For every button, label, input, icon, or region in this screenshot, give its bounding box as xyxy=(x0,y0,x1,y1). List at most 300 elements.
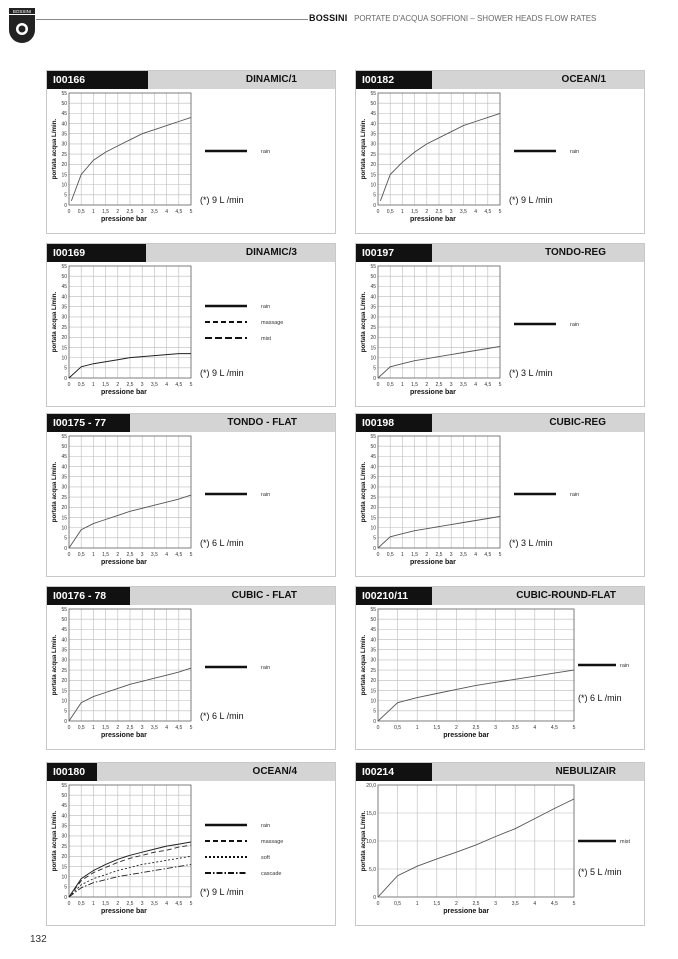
y-tick-label: 45 xyxy=(61,111,67,118)
min-flow-note: (*) 6 L /min xyxy=(200,538,244,548)
y-tick-label: 20 xyxy=(61,678,67,685)
plot-grid xyxy=(378,609,574,721)
x-tick-label: 1,5 xyxy=(433,725,441,731)
y-tick-label: 15 xyxy=(61,172,67,179)
y-tick-label: 40 xyxy=(61,294,67,301)
x-tick-label: 0,5 xyxy=(77,552,85,558)
y-tick-label: 35 xyxy=(61,474,67,481)
x-tick-label: 2 xyxy=(425,209,429,215)
y-tick-label: 55 xyxy=(61,263,67,270)
x-tick-label: 3,5 xyxy=(459,382,467,388)
x-tick-label: 3 xyxy=(449,209,453,215)
y-tick-label: 45 xyxy=(61,627,67,634)
y-tick-label: 5,0 xyxy=(369,866,376,873)
y-tick-label: 55 xyxy=(370,90,376,97)
y-tick-label: 30 xyxy=(370,141,376,148)
x-axis-label: pressione bar xyxy=(100,389,147,396)
x-tick-label: 5 xyxy=(189,901,193,907)
flow-rate-chart xyxy=(47,781,335,925)
chart-panel xyxy=(355,70,645,234)
x-tick-label: 2,5 xyxy=(435,382,443,388)
y-tick-label: 20 xyxy=(61,162,67,169)
x-tick-label: 3,5 xyxy=(511,725,519,731)
product-code: I00214 xyxy=(356,763,432,781)
x-tick-label: 2 xyxy=(425,382,429,388)
y-axis-label: portata acqua L/min. xyxy=(51,291,58,353)
x-tick-label: 0,5 xyxy=(77,725,85,731)
plot-grid xyxy=(69,609,191,721)
y-tick-label: 10,0 xyxy=(366,838,376,845)
x-tick-label: 1 xyxy=(401,382,404,388)
chart-panel xyxy=(355,243,645,407)
y-tick-label: 45 xyxy=(61,454,67,461)
y-tick-label: 40 xyxy=(370,464,376,471)
y-tick-label: 5 xyxy=(373,365,376,372)
header-brand: BOSSINI xyxy=(309,13,348,23)
y-tick-label: 30 xyxy=(370,484,376,491)
y-tick-label: 0 xyxy=(373,202,376,209)
y-tick-label: 35 xyxy=(370,304,376,311)
x-axis-label: pressione bar xyxy=(409,216,456,223)
y-tick-label: 10 xyxy=(370,525,376,532)
legend-label: mist xyxy=(261,336,272,342)
y-tick-label: 45 xyxy=(370,284,376,291)
x-tick-label: 0 xyxy=(67,209,71,215)
plot-grid xyxy=(69,785,191,897)
x-tick-label: 0 xyxy=(67,725,71,731)
x-tick-label: 4 xyxy=(165,725,168,731)
x-tick-label: 0,5 xyxy=(77,209,85,215)
x-tick-label: 3 xyxy=(140,901,144,907)
x-tick-label: 5 xyxy=(572,901,576,907)
y-tick-label: 10 xyxy=(370,355,376,362)
product-code: I00198 xyxy=(356,414,432,432)
x-tick-label: 2 xyxy=(116,382,120,388)
y-tick-label: 20 xyxy=(370,335,376,342)
x-tick-label: 3,5 xyxy=(150,901,158,907)
plot-grid xyxy=(378,785,574,897)
y-tick-label: 50 xyxy=(61,792,67,799)
y-tick-label: 30 xyxy=(61,314,67,321)
x-tick-label: 4,5 xyxy=(175,552,183,558)
legend-label: rain xyxy=(261,304,271,310)
x-axis-label: pressione bar xyxy=(100,908,147,915)
min-flow-note: (*) 5 L /min xyxy=(578,867,622,877)
flow-rate-chart xyxy=(356,605,644,749)
y-tick-label: 20 xyxy=(61,854,67,861)
x-tick-label: 3 xyxy=(449,382,453,388)
y-axis-label: portata acqua L/min. xyxy=(51,634,58,696)
x-tick-label: 3,5 xyxy=(150,209,158,215)
x-tick-label: 0,5 xyxy=(77,901,85,907)
y-axis-label: portata acqua L/min. xyxy=(360,118,367,180)
y-tick-label: 30 xyxy=(61,141,67,148)
y-tick-label: 35 xyxy=(61,131,67,138)
y-tick-label: 35 xyxy=(370,474,376,481)
x-tick-label: 4 xyxy=(165,552,168,558)
y-tick-label: 10 xyxy=(61,182,67,189)
flow-rate-chart xyxy=(356,781,644,925)
legend-label: rain xyxy=(261,149,271,155)
y-tick-label: 20 xyxy=(61,335,67,342)
y-tick-label: 0 xyxy=(64,718,67,725)
y-tick-label: 40 xyxy=(61,464,67,471)
y-tick-label: 15 xyxy=(370,688,376,695)
x-tick-label: 0,5 xyxy=(386,552,394,558)
x-tick-label: 0 xyxy=(376,209,380,215)
y-tick-label: 0 xyxy=(64,202,67,209)
y-tick-label: 50 xyxy=(370,616,376,623)
x-tick-label: 5 xyxy=(189,725,193,731)
x-tick-label: 0,5 xyxy=(394,901,402,907)
min-flow-note: (*) 6 L /min xyxy=(578,693,622,703)
header-rule xyxy=(36,19,308,20)
x-tick-label: 3,5 xyxy=(150,725,158,731)
y-tick-label: 55 xyxy=(370,263,376,270)
x-tick-label: 0 xyxy=(376,382,380,388)
series-line-rain xyxy=(71,117,191,200)
x-tick-label: 4,5 xyxy=(175,901,183,907)
y-tick-label: 55 xyxy=(61,90,67,97)
x-tick-label: 4 xyxy=(474,552,477,558)
x-tick-label: 0 xyxy=(67,552,71,558)
min-flow-note: (*) 3 L /min xyxy=(509,538,553,548)
flow-rate-chart xyxy=(356,432,644,576)
x-tick-label: 1 xyxy=(92,901,95,907)
y-tick-label: 35 xyxy=(61,304,67,311)
y-tick-label: 50 xyxy=(61,100,67,107)
x-tick-label: 2 xyxy=(455,901,458,907)
legend-label: rain xyxy=(261,665,271,671)
page-header xyxy=(309,13,596,23)
plot-grid xyxy=(69,93,191,205)
y-tick-label: 55 xyxy=(370,433,376,440)
x-tick-label: 2 xyxy=(455,725,458,731)
x-tick-label: 2,5 xyxy=(435,552,443,558)
y-axis-label: portata acqua L/min. xyxy=(360,634,367,696)
flow-rate-chart xyxy=(47,432,335,576)
x-axis-label: pressione bar xyxy=(443,732,490,739)
y-tick-label: 55 xyxy=(61,606,67,613)
x-tick-label: 1,5 xyxy=(411,382,419,388)
min-flow-note: (*) 9 L /min xyxy=(200,195,244,205)
x-tick-label: 4 xyxy=(165,209,168,215)
y-tick-label: 30 xyxy=(61,484,67,491)
x-tick-label: 1,5 xyxy=(433,901,441,907)
y-tick-label: 15 xyxy=(61,864,67,871)
y-tick-label: 10 xyxy=(370,698,376,705)
y-tick-label: 50 xyxy=(61,273,67,280)
x-tick-label: 4,5 xyxy=(484,209,492,215)
plot-grid xyxy=(378,266,500,378)
x-tick-label: 4,5 xyxy=(550,901,558,907)
x-tick-label: 4 xyxy=(474,382,477,388)
y-axis-label: portata acqua L/min. xyxy=(51,810,58,872)
y-tick-label: 25 xyxy=(61,324,67,331)
y-tick-label: 30 xyxy=(61,657,67,664)
y-tick-label: 55 xyxy=(61,433,67,440)
y-tick-label: 25 xyxy=(370,324,376,331)
flow-rate-chart xyxy=(356,89,644,233)
y-tick-label: 40 xyxy=(370,637,376,644)
x-tick-label: 2 xyxy=(116,552,120,558)
x-tick-label: 0 xyxy=(376,552,380,558)
x-tick-label: 3 xyxy=(140,382,144,388)
y-tick-label: 20 xyxy=(370,505,376,512)
chart-panel xyxy=(46,243,336,407)
product-code: I00175 - 77 xyxy=(47,414,130,432)
y-tick-label: 25 xyxy=(370,494,376,501)
y-tick-label: 35 xyxy=(61,823,67,830)
y-tick-label: 5 xyxy=(373,708,376,715)
product-model: CUBIC-ROUND-FLAT xyxy=(516,590,616,601)
legend-label: rain xyxy=(261,823,271,829)
chart-panel xyxy=(46,413,336,577)
x-axis-label: pressione bar xyxy=(100,559,147,566)
product-model: OCEAN/4 xyxy=(252,766,297,777)
product-model: CUBIC-REG xyxy=(549,417,606,428)
y-tick-label: 45 xyxy=(370,627,376,634)
y-tick-label: 5 xyxy=(373,192,376,199)
legend-label: rain xyxy=(261,492,271,498)
x-axis-label: pressione bar xyxy=(409,559,456,566)
x-tick-label: 3,5 xyxy=(150,552,158,558)
chart-panel xyxy=(355,586,645,750)
flow-rate-chart xyxy=(47,89,335,233)
x-tick-label: 0 xyxy=(67,901,71,907)
product-model: DINAMIC/1 xyxy=(245,74,297,85)
x-tick-label: 4 xyxy=(533,725,537,731)
chart-panel xyxy=(46,586,336,750)
min-flow-note: (*) 9 L /min xyxy=(200,887,244,897)
y-tick-label: 55 xyxy=(370,606,376,613)
y-tick-label: 0 xyxy=(373,375,376,382)
y-tick-label: 25 xyxy=(61,667,67,674)
y-tick-label: 5 xyxy=(64,535,67,542)
min-flow-note: (*) 9 L /min xyxy=(509,195,553,205)
y-tick-label: 40 xyxy=(370,294,376,301)
product-code: I00197 xyxy=(356,244,432,262)
x-tick-label: 2,5 xyxy=(126,901,134,907)
x-tick-label: 1 xyxy=(415,901,419,907)
bossini-logo xyxy=(9,8,35,44)
product-model: TONDO - FLAT xyxy=(227,417,297,428)
x-tick-label: 3,5 xyxy=(459,552,467,558)
y-tick-label: 10 xyxy=(61,698,67,705)
y-tick-label: 30 xyxy=(370,657,376,664)
x-tick-label: 1,5 xyxy=(102,552,110,558)
y-tick-label: 45 xyxy=(61,803,67,810)
min-flow-note: (*) 6 L /min xyxy=(200,711,244,721)
x-tick-label: 2 xyxy=(116,725,120,731)
x-tick-label: 0 xyxy=(376,725,380,731)
legend-label: rain xyxy=(620,663,630,669)
y-tick-label: 15 xyxy=(61,688,67,695)
x-tick-label: 5 xyxy=(572,725,576,731)
y-tick-label: 50 xyxy=(370,100,376,107)
x-tick-label: 1,5 xyxy=(102,382,110,388)
chart-panel xyxy=(355,413,645,577)
plot-grid xyxy=(69,436,191,548)
x-axis-label: pressione bar xyxy=(409,389,456,396)
x-tick-label: 3 xyxy=(449,552,453,558)
y-tick-label: 10 xyxy=(61,355,67,362)
y-tick-label: 0 xyxy=(64,375,67,382)
x-tick-label: 1,5 xyxy=(102,209,110,215)
x-tick-label: 3 xyxy=(140,209,144,215)
product-code: I00182 xyxy=(356,71,432,89)
y-tick-label: 0 xyxy=(64,894,67,901)
plot-grid xyxy=(69,266,191,378)
x-tick-label: 2,5 xyxy=(126,209,134,215)
product-code: I00210/11 xyxy=(356,587,432,605)
y-tick-label: 15 xyxy=(370,172,376,179)
y-axis-label: portata acqua L/min. xyxy=(360,461,367,523)
legend-label: cascade xyxy=(261,871,282,877)
legend-label: rain xyxy=(570,492,580,498)
page-number: 132 xyxy=(30,934,47,945)
y-tick-label: 25 xyxy=(61,843,67,850)
x-tick-label: 1 xyxy=(92,725,95,731)
x-tick-label: 4,5 xyxy=(175,382,183,388)
y-tick-label: 25 xyxy=(370,667,376,674)
product-model: TONDO-REG xyxy=(545,247,606,258)
x-tick-label: 3,5 xyxy=(511,901,519,907)
y-tick-label: 5 xyxy=(373,535,376,542)
x-tick-label: 5 xyxy=(498,382,502,388)
series-line-rain xyxy=(380,113,500,200)
flow-rate-chart xyxy=(47,605,335,749)
y-tick-label: 10 xyxy=(61,874,67,881)
y-tick-label: 20 xyxy=(61,505,67,512)
x-tick-label: 1,5 xyxy=(411,552,419,558)
x-tick-label: 1 xyxy=(401,209,404,215)
x-tick-label: 4 xyxy=(165,382,168,388)
y-tick-label: 55 xyxy=(61,782,67,789)
chart-panel xyxy=(46,762,336,926)
y-tick-label: 15 xyxy=(370,515,376,522)
product-code: I00176 - 78 xyxy=(47,587,130,605)
plot-grid xyxy=(378,436,500,548)
y-tick-label: 20 xyxy=(370,162,376,169)
legend-label: massage xyxy=(261,320,284,326)
x-tick-label: 3,5 xyxy=(150,382,158,388)
x-tick-label: 4,5 xyxy=(175,209,183,215)
x-tick-label: 0,5 xyxy=(77,382,85,388)
x-tick-label: 1,5 xyxy=(102,725,110,731)
y-tick-label: 25 xyxy=(61,494,67,501)
y-tick-label: 15 xyxy=(61,515,67,522)
y-tick-label: 50 xyxy=(370,273,376,280)
y-tick-label: 50 xyxy=(61,616,67,623)
y-tick-label: 50 xyxy=(370,443,376,450)
x-tick-label: 1,5 xyxy=(411,209,419,215)
y-tick-label: 30 xyxy=(370,314,376,321)
min-flow-note: (*) 3 L /min xyxy=(509,368,553,378)
y-tick-label: 5 xyxy=(64,365,67,372)
x-tick-label: 2,5 xyxy=(126,382,134,388)
y-tick-label: 30 xyxy=(61,833,67,840)
y-axis-label: portata acqua L/min. xyxy=(51,118,58,180)
y-axis-label: portata acqua L/min. xyxy=(51,461,58,523)
product-code: I00166 xyxy=(47,71,148,89)
x-tick-label: 5 xyxy=(189,209,193,215)
chart-panel xyxy=(355,762,645,926)
x-tick-label: 3,5 xyxy=(459,209,467,215)
x-tick-label: 1 xyxy=(92,382,95,388)
x-tick-label: 3 xyxy=(140,725,144,731)
y-tick-label: 5 xyxy=(64,708,67,715)
y-tick-label: 40 xyxy=(61,637,67,644)
y-tick-label: 20 xyxy=(370,678,376,685)
x-tick-label: 2,5 xyxy=(126,725,134,731)
y-tick-label: 0 xyxy=(64,545,67,552)
x-tick-label: 0 xyxy=(376,901,380,907)
x-tick-label: 3 xyxy=(140,552,144,558)
plot-grid xyxy=(378,93,500,205)
y-tick-label: 15,0 xyxy=(366,810,376,817)
x-tick-label: 4,5 xyxy=(175,725,183,731)
x-tick-label: 1 xyxy=(401,552,404,558)
y-tick-label: 40 xyxy=(61,121,67,128)
y-tick-label: 10 xyxy=(370,182,376,189)
x-tick-label: 1,5 xyxy=(102,901,110,907)
x-tick-label: 0,5 xyxy=(386,209,394,215)
legend-label: mist xyxy=(620,839,631,845)
flow-rate-chart xyxy=(47,262,335,406)
y-tick-label: 0 xyxy=(373,894,376,901)
x-tick-label: 4 xyxy=(165,901,168,907)
y-tick-label: 35 xyxy=(370,131,376,138)
x-tick-label: 2 xyxy=(116,901,120,907)
x-tick-label: 3 xyxy=(494,725,497,731)
y-tick-label: 45 xyxy=(370,454,376,461)
y-tick-label: 20,0 xyxy=(366,782,376,789)
y-tick-label: 25 xyxy=(61,151,67,158)
x-tick-label: 4 xyxy=(533,901,537,907)
y-tick-label: 15 xyxy=(61,345,67,352)
x-axis-label: pressione bar xyxy=(100,732,147,739)
y-tick-label: 40 xyxy=(61,813,67,820)
x-tick-label: 2 xyxy=(116,209,120,215)
legend-label: rain xyxy=(570,149,580,155)
legend-label: rain xyxy=(570,322,580,328)
y-tick-label: 5 xyxy=(64,192,67,199)
x-tick-label: 4,5 xyxy=(484,552,492,558)
product-model: CUBIC - FLAT xyxy=(231,590,297,601)
x-tick-label: 2,5 xyxy=(126,552,134,558)
y-tick-label: 5 xyxy=(64,884,67,891)
x-axis-label: pressione bar xyxy=(443,908,490,915)
x-tick-label: 0,5 xyxy=(394,725,402,731)
x-axis-label: pressione bar xyxy=(100,216,147,223)
flow-rate-chart xyxy=(356,262,644,406)
x-tick-label: 3 xyxy=(494,901,497,907)
x-tick-label: 5 xyxy=(189,552,193,558)
y-tick-label: 45 xyxy=(61,284,67,291)
y-tick-label: 35 xyxy=(61,647,67,654)
logo-text: BOSSINI xyxy=(12,9,32,14)
legend-label: soft xyxy=(261,855,270,861)
product-code: I00169 xyxy=(47,244,146,262)
chart-panel xyxy=(46,70,336,234)
y-tick-label: 0 xyxy=(373,718,376,725)
y-tick-label: 0 xyxy=(373,545,376,552)
x-tick-label: 0 xyxy=(67,382,71,388)
y-tick-label: 40 xyxy=(370,121,376,128)
x-tick-label: 2,5 xyxy=(472,901,480,907)
x-tick-label: 2,5 xyxy=(435,209,443,215)
